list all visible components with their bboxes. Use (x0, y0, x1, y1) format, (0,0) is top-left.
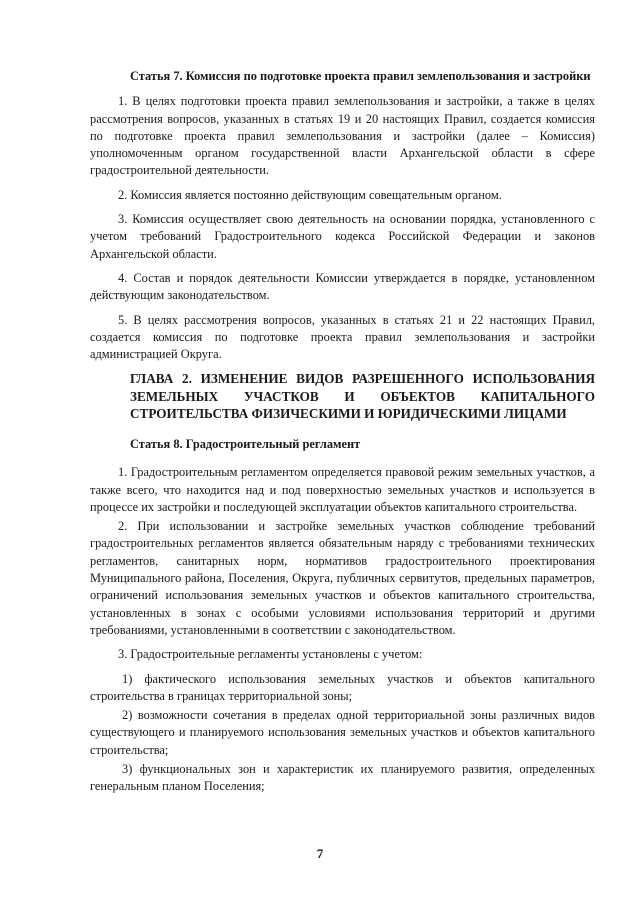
page-content (90, 68, 595, 798)
article-7-paragraph-5: 5. В целях рассмотрения вопросов, указанных в статьях 21 и 22 настоящих Правил, создается комиссия по подготовке проекта правил землепользования и застройки администрацией Округа. (90, 312, 595, 362)
article-7-paragraph-3: 3. Комиссия осуществляет свою деятельность на основании порядка, установленного с учетом требований Градостроительного кодекса Российской Федерации и законов Архангельской области. (90, 212, 595, 261)
chapter-2-title: ГЛАВА 2. ИЗМЕНЕНИЕ ВИДОВ РАЗРЕШЕННОГО ИСПОЛЬЗОВАНИЯ ЗЕМЕЛЬНЫХ УЧАСТКОВ И ОБЪЕКТОВ КАПИТАЛЬНОГО СТРОИТЕЛЬСТВА ФИЗИЧЕСКИМИ И ЮРИДИЧЕСКИМИ ЛИЦАМИ (130, 371, 595, 422)
article-8-title: Статья 8. Градостроительный регламент (130, 436, 361, 451)
article-8-paragraph-1: 1. Градостроительным регламентом определяется правовой режим земельных участков, а также всего, что находится над и под поверхностью земельных участков и используется в процессе их застройки и последующей эксплуатации объектов капитального строительства. (90, 465, 595, 514)
article-8-list-item-2: 2) возможности сочетания в пределах одной территориальной зоны различных видов существующего и планируемого использования земельных участков и объектов капитального строительства; (90, 708, 595, 757)
article-7-paragraph-1: 1. В целях подготовки проекта правил землепользования и застройки, а также в целях рассмотрения вопросов, указанных в статьях 19 и 20 настоящих Правил, создается комиссия по подготовке проекта правил землепользования и застройки (далее – Комиссия) уполномоченным органом государственной власти Архангельской области в сфере градостроительной деятельности. (90, 94, 595, 178)
article-7-title: Статья 7. Комиссия по подготовке проекта правил землепользования и застройки (130, 69, 591, 83)
article-7-paragraph-4: 4. Состав и порядок деятельности Комиссии утверждается в порядке, установленном действующим законодательством. (90, 270, 595, 303)
article-7-paragraph-2: 2. Комиссия является постоянно действующим совещательным органом. (118, 187, 502, 202)
article-8-paragraph-3: 3. Градостроительные регламенты установлены с учетом: (118, 647, 423, 662)
article-8-list-item-1: 1) фактического использования земельных участков и объектов капитального строительства в границах территориальной зоны; (90, 671, 595, 703)
article-8-paragraph-2: 2. При использовании и застройке земельных участков соблюдение требований градостроительных регламентов является обязательным наряду с требованиями технических регламентов, санитарных норм, нормативов градостроительного проектирования Муниципального района, Поселения, Округа, публичных сервитутов, предельных параметров, ограничений использования земельных участков и объектов капитального строительства, установленных в зонах с особыми условиями использования территорий и другими требованиями, установленными в соответствии с законодательством. (90, 519, 595, 637)
article-8-list-item-3: 3) функциональных зон и характеристик их планируемого развития, определенных генеральным планом Поселения; (90, 762, 595, 794)
page-number: 7 (316, 846, 324, 861)
